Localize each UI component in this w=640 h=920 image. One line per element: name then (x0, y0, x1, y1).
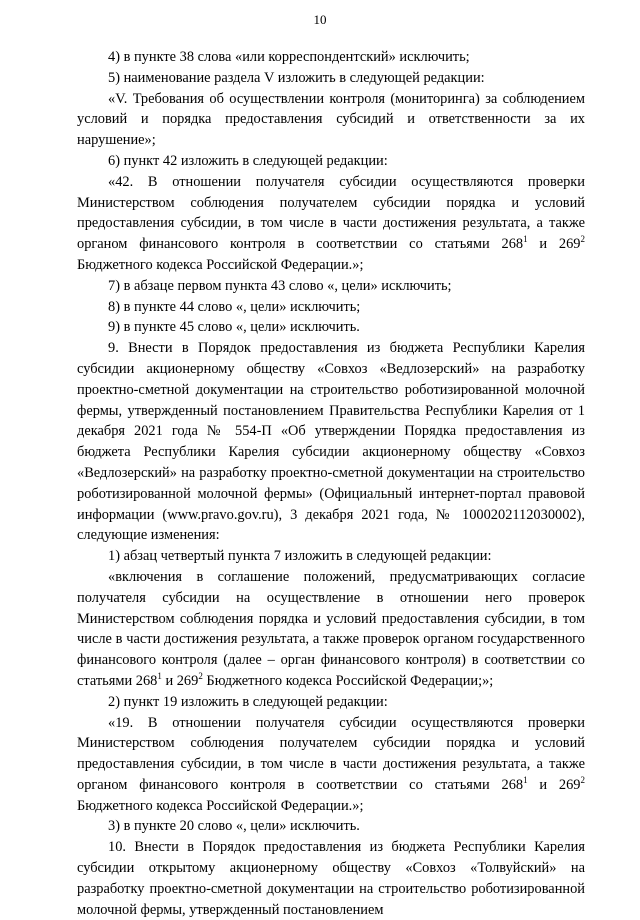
point-42-new-text: «42. В отношении получателя субсидии осуществляются проверки Министерством соблюдения получателем субсидии порядка и условий предоставления субсидии, в том числе в части достижения результата, а также органом финансового контроля в соответствии со статьями $268^1$ и $269^2$ Бюджетного кодекса Российской Федерации.»; (77, 173, 586, 273)
amendment-2: 2) пункт 19 изложить в следующей редакции: (108, 693, 388, 710)
list-item-7: 7) в абзаце первом пункта 43 слово «, цели» исключить; (108, 277, 452, 294)
list-item-9: 9) в пункте 45 слово «, цели» исключить. (108, 319, 360, 336)
point-7-paragraph-4-new-text: «включения в соглашение положений, предусматривающих согласие получателя субсидии на осуществление в отношении него проверок Министерством соблюдения порядка и условий предоставления субсидии, в том числе в части достижения результата, а также проверок органом государственного финансового контроля (далее – орган финансового контроля) в соответствии со статьями $268^1$ и $269^2$ Бюджетного кодекса Российской Федерации;»; (77, 568, 585, 689)
section-9-intro: 9. Внести в Порядок предоставления из бюджета Республики Карелия субсидии акционерному обществу «Совхоз «Ведлозерский» на разработку проектно-сметной документации на строительство роботизированной молочной фермы, утвержденный постановлением Правительства Республики Карелия от 1 декабря 2021 года № 554-П «Об утверждении Порядка предоставления из бюджета Республики Карелия субсидии акционерному обществу «Совхоз «Ведлозерский» на разработку проектно-сметной документации на строительство роботизированной молочной фермы» (Официальный интернет-портал правовой информации (www.pravo.gov.ru), 3 декабря 2021 года, № 1000202112030002), следующие изменения: (77, 340, 585, 544)
document-body (77, 47, 585, 920)
point-19-new-text: «19. В отношении получателя субсидии осуществляются проверки Министерством соблюдения получателем субсидии порядка и условий предоставления субсидии, в том числе в части достижения результата, а также органом финансового контроля в соответствии со статьями $268^1$ и $269^2$ Бюджетного кодекса Российской Федерации.»; (77, 714, 586, 814)
list-item-5: 5) наименование раздела V изложить в следующей редакции: (108, 69, 485, 86)
section-v-new-title: «V. Требования об осуществлении контроля (мониторинга) за соблюдением условий и порядка предоставления субсидий и ответственности за их нарушение»; (77, 90, 585, 149)
amendment-1: 1) абзац четвертый пункта 7 изложить в следующей редакции: (108, 548, 492, 565)
list-item-6: 6) пункт 42 изложить в следующей редакции: (108, 152, 388, 169)
amendment-3: 3) в пункте 20 слово «, цели» исключить. (108, 818, 360, 835)
section-10-intro: 10. Внести в Порядок предоставления из бюджета Республики Карелия субсидии открытому акционерному обществу «Совхоз «Толвуйский» на разработку проектно-сметной документации на строительство роботизированной молочной фермы, утвержденный постановлением (77, 839, 585, 918)
page-number: 10 (313, 12, 327, 27)
list-item-8: 8) в пункте 44 слово «, цели» исключить; (108, 298, 361, 315)
list-item-4: 4) в пункте 38 слова «или корреспондентский» исключить; (108, 49, 470, 65)
